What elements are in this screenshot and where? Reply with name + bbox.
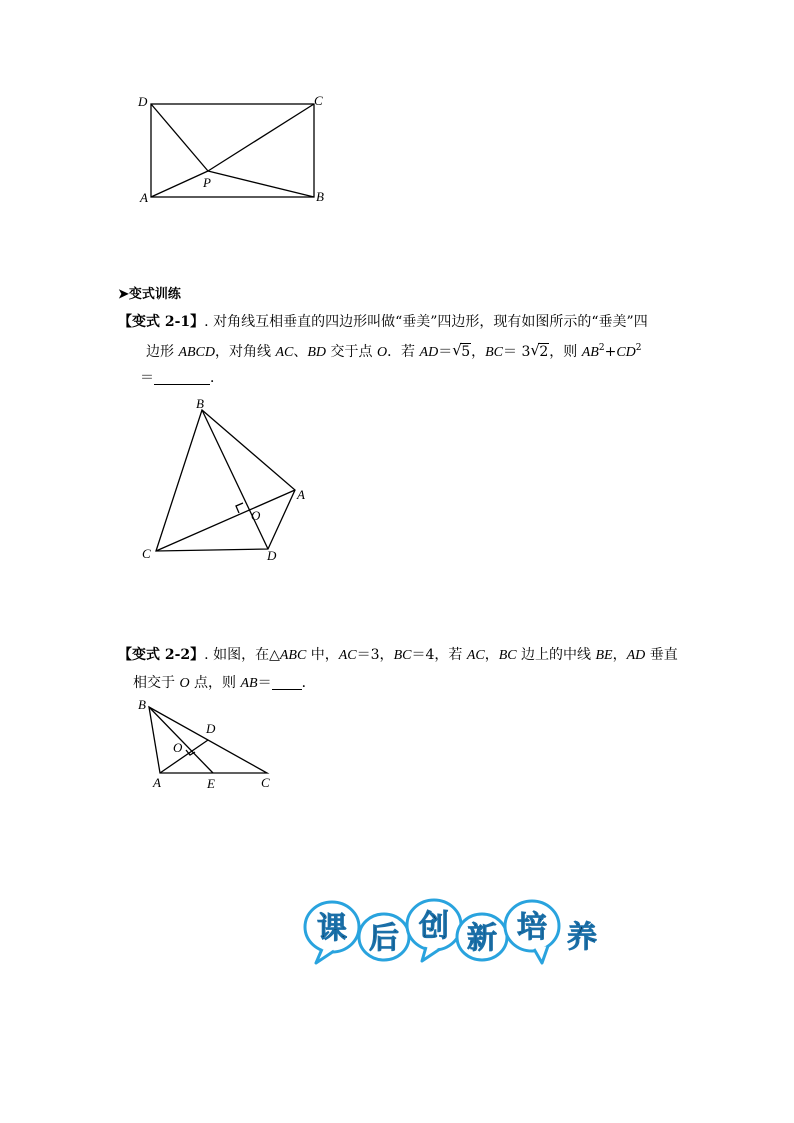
logo-char-5: 培 bbox=[517, 910, 547, 945]
q2-text: 垂直 bbox=[645, 647, 678, 663]
q2-ad: AD bbox=[626, 648, 646, 663]
q1-text: 交于点 bbox=[326, 344, 377, 360]
bubble-1 bbox=[305, 902, 359, 963]
q2-text: . 如图，在△ bbox=[204, 647, 280, 663]
q2-text: ＝3， bbox=[356, 647, 394, 663]
logo-char-1: 课 bbox=[317, 911, 347, 946]
segment-cp bbox=[208, 104, 314, 171]
diagonal-ca bbox=[156, 490, 295, 551]
section-title: 变式训练 bbox=[128, 287, 181, 302]
logo-char-4: 新 bbox=[467, 921, 497, 956]
bubble-2 bbox=[359, 914, 409, 960]
rectangle-abcd bbox=[151, 104, 314, 197]
rectangle-figure bbox=[130, 88, 340, 213]
q2-o: O bbox=[179, 676, 190, 691]
q1-line-1 bbox=[118, 312, 648, 332]
label-b: B bbox=[196, 396, 204, 411]
label-c: C bbox=[142, 546, 151, 561]
section-heading bbox=[118, 285, 181, 305]
q2-text: 相交于 bbox=[133, 675, 180, 691]
q1-text: + bbox=[604, 344, 617, 360]
q2-tag: 【变式 2-2】 bbox=[118, 647, 205, 663]
median-ad bbox=[160, 740, 208, 773]
segment-bp bbox=[208, 171, 314, 197]
q2-ab: AB bbox=[240, 676, 258, 691]
q2-text: ， bbox=[612, 647, 627, 663]
answer-blank bbox=[154, 370, 210, 385]
q1-coef: 3 bbox=[521, 344, 531, 360]
q2-line-2 bbox=[133, 673, 316, 694]
label-d: D bbox=[267, 548, 277, 563]
label-c: C bbox=[314, 93, 323, 108]
q1-text: 、 bbox=[293, 344, 308, 360]
q1-tag: 【变式 2-1】 bbox=[118, 314, 205, 330]
logo-char-6: 养 bbox=[567, 920, 597, 955]
label-d: D bbox=[138, 94, 148, 109]
q2-text: 点，则 bbox=[189, 675, 241, 691]
q2-ac2: AC bbox=[466, 648, 485, 663]
label-e: E bbox=[207, 776, 215, 791]
q1-bc: BC bbox=[485, 345, 503, 360]
q1-rad: 5 bbox=[461, 344, 471, 360]
q2-bc2: BC bbox=[498, 648, 517, 663]
q2-line-1 bbox=[118, 645, 678, 666]
q1-text: ，对角线 bbox=[215, 344, 276, 360]
q1-sup: 2 bbox=[635, 343, 642, 353]
q2-text: ， bbox=[484, 647, 499, 663]
bubble-4 bbox=[457, 914, 507, 960]
quadrilateral-figure bbox=[138, 393, 313, 568]
diagonal-bd bbox=[202, 410, 268, 549]
q2-text: 边上的中线 bbox=[516, 647, 596, 663]
triangle-figure bbox=[132, 695, 282, 795]
q1-line-3 bbox=[140, 368, 224, 388]
q2-abc: ABC bbox=[279, 648, 307, 663]
segment-ap bbox=[151, 171, 208, 197]
label-o: O bbox=[173, 740, 183, 755]
label-c: C bbox=[261, 775, 270, 790]
q1-ac: AC bbox=[275, 345, 294, 360]
q1-sup: 2 bbox=[598, 343, 605, 353]
q2-ac: AC bbox=[338, 648, 357, 663]
q2-text: ＝4，若 bbox=[411, 647, 467, 663]
q1-text: 边形 bbox=[146, 344, 179, 360]
label-a: A bbox=[140, 190, 148, 205]
q2-text: 中， bbox=[306, 647, 339, 663]
q1-ad: AD bbox=[419, 345, 439, 360]
bubble-3 bbox=[407, 900, 461, 961]
bubble-6 bbox=[567, 920, 597, 955]
q1-o: O bbox=[376, 345, 388, 360]
label-o: O bbox=[251, 508, 261, 523]
logo-char-2: 后 bbox=[369, 921, 399, 956]
q1-text: ，则 bbox=[549, 344, 582, 360]
q1-text: ＝ bbox=[503, 344, 517, 360]
q2-be: BE bbox=[595, 648, 613, 663]
label-a: A bbox=[297, 487, 305, 502]
q1-bd: BD bbox=[307, 345, 327, 360]
q1-text: ． bbox=[210, 370, 224, 386]
sqrt-2: √ 2 bbox=[530, 341, 549, 360]
label-b: B bbox=[138, 697, 146, 712]
q1-abcd: ABCD bbox=[178, 345, 216, 360]
q1-text: . 对角线互相垂直的四边形叫做“垂美”四边形，现有如图所示的“垂美”四 bbox=[204, 314, 648, 330]
q2-bc: BC bbox=[393, 648, 412, 663]
q1-ab: AB bbox=[581, 345, 599, 360]
q2-text: ． bbox=[301, 675, 316, 691]
q1-cd: CD bbox=[616, 345, 636, 360]
logo-char-3: 创 bbox=[419, 909, 449, 944]
q1-text: ， bbox=[471, 344, 486, 360]
arrow-icon: ➤ bbox=[118, 287, 129, 302]
label-b: B bbox=[316, 189, 324, 204]
after-class-logo bbox=[302, 895, 617, 970]
q1-rad: 2 bbox=[539, 344, 549, 360]
q1-text: ．若 bbox=[387, 344, 420, 360]
segment-dp bbox=[151, 104, 208, 171]
bubble-5 bbox=[505, 901, 559, 963]
label-p: P bbox=[203, 175, 211, 190]
q2-text: ＝ bbox=[257, 675, 272, 691]
label-d: D bbox=[206, 721, 216, 736]
q1-line-2 bbox=[146, 342, 642, 363]
q1-text: ＝ bbox=[438, 344, 453, 360]
q1-text: ＝ bbox=[140, 370, 154, 386]
sqrt-5: √ 5 bbox=[452, 341, 471, 360]
right-angle-mark bbox=[236, 503, 243, 513]
quadrilateral-bacd bbox=[156, 410, 295, 551]
answer-blank bbox=[272, 675, 302, 690]
label-a: A bbox=[153, 775, 161, 790]
